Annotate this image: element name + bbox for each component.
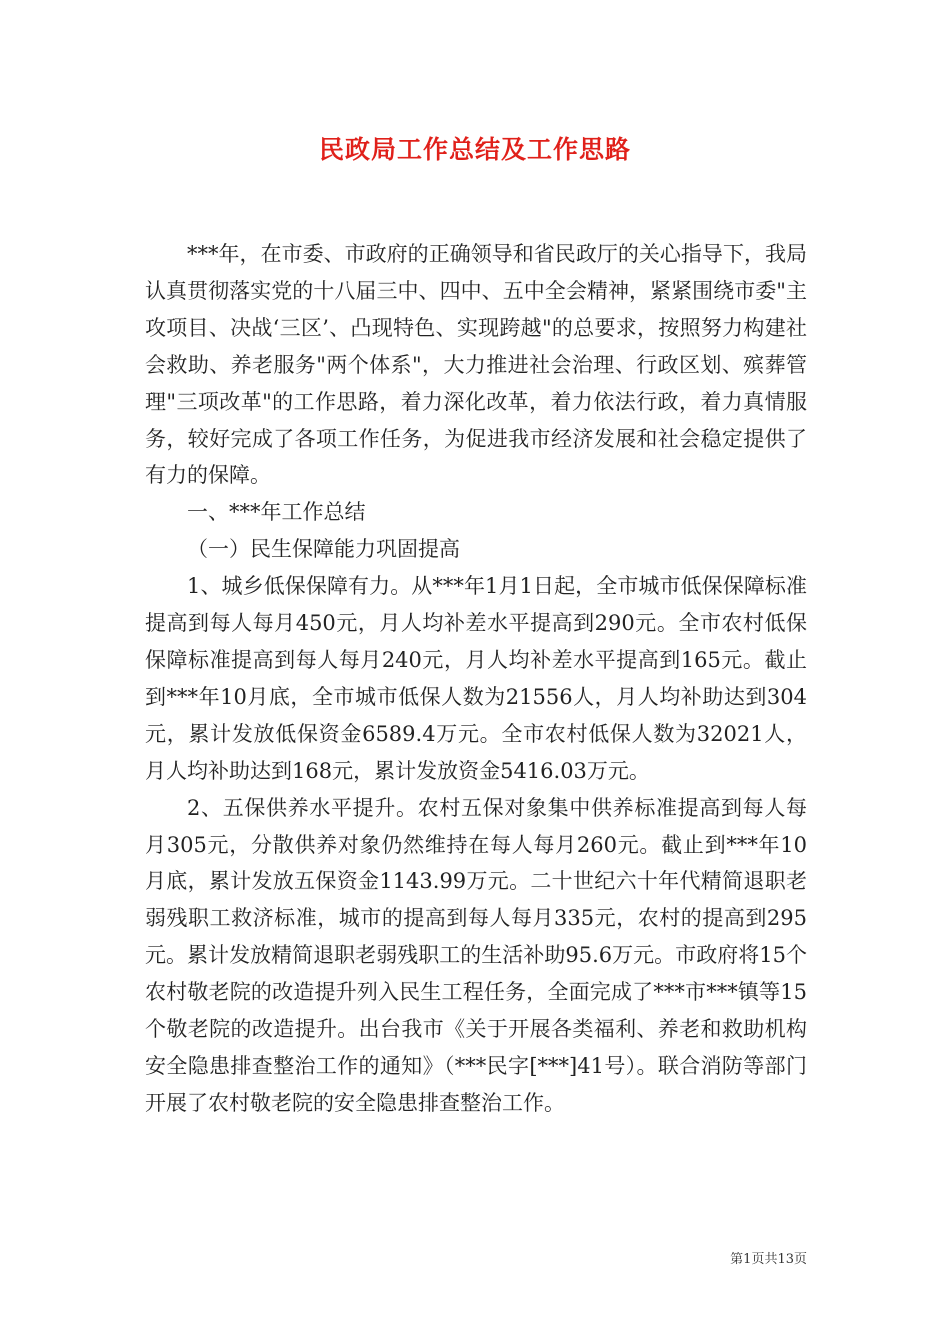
paragraph-item-2: 2、五保供养水平提升。农村五保对象集中供养标准提高到每人每月305元，分散供养对象仍然维持在每人每月260元。截止到***年10月底，累计发放五保资金1143.99万元。二十世纪六十年代精简退职老弱残职工救济标准，城市的提高到每人每月335元，农村的提高到295元。累计发放精简退职老弱残职工的生活补助95.6万元。市政府将15个农村敬老院的改造提升列入民生工程任务，全面完成了***市***镇等15个敬老院的改造提升。出台我市《关于开展各类福利、养老和救助机构安全隐患排查整治工作的通知》（***民字[***]41号）。联合消防等部门开展了农村敬老院的安全隐患排查整治工作。: [145, 795, 807, 1115]
document-body: [145, 236, 807, 1122]
page-number: 第1页共13页: [730, 1252, 807, 1267]
subsection-heading: （一）民生保障能力巩固提高: [187, 537, 460, 562]
document-title: 民政局工作总结及工作思路: [318, 135, 631, 164]
paragraph-item-1: 1、城乡低保保障有力。从***年1月1日起，全市城市低保保障标准提高到每人每月450元，月人均补差水平提高到290元。全市农村低保保障标准提高到每人每月240元，月人均补差水平提高到165元。截止到***年10月底，全市城市低保人数为21556人，月人均补助达到304元，累计发放低保资金6589.4万元。全市农村低保人数为32021人，月人均补助达到168元，累计发放资金5416.03万元。: [145, 574, 807, 783]
section-heading: 一、***年工作总结: [187, 500, 366, 525]
paragraph-intro: ***年，在市委、市政府的正确领导和省民政厅的关心指导下，我局认真贯彻落实党的十八届三中、四中、五中全会精神，紧紧围绕市委"主攻项目、决战‘三区’、凸现特色、实现跨越"的总要求，按照努力构建社会救助、养老服务"两个体系"，大力推进社会治理、行政区划、殡葬管理"三项改革"的工作思路，着力深化改革，着力依法行政，着力真情服务，较好完成了各项工作任务，为促进我市经济发展和社会稳定提供了有力的保障。: [145, 242, 807, 488]
